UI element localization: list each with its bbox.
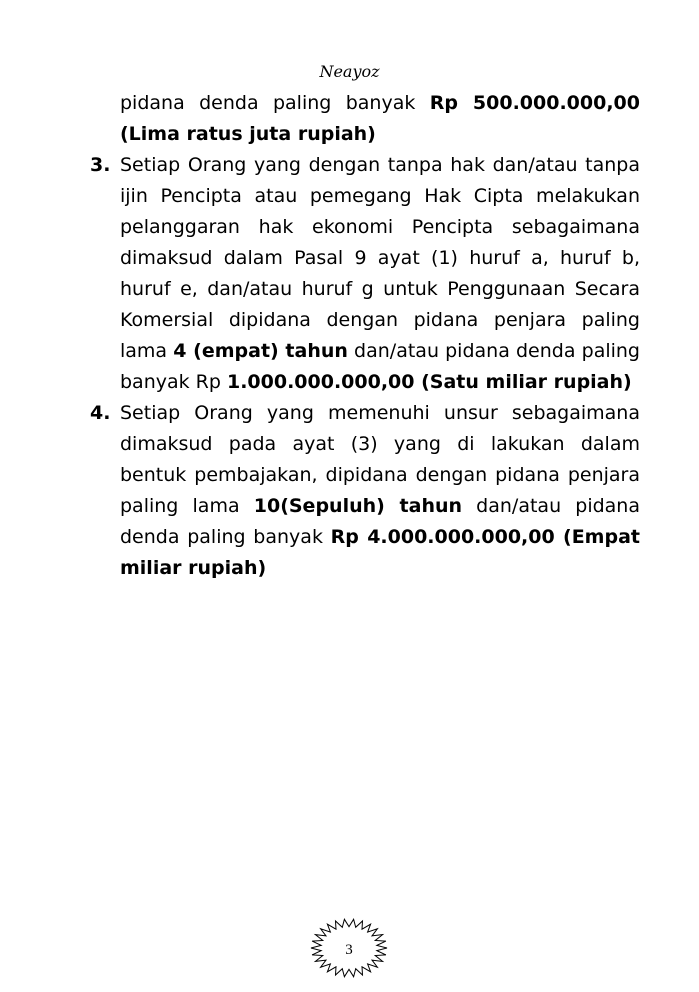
prison-term: 4 (empat) tahun: [173, 340, 348, 362]
page-number-starburst: [308, 917, 390, 979]
text-segment: Setiap Orang yang memenuhi unsur sebagaimana dimaksud pada ayat (3) yang di lakukan dalam bentuk pembajakan, dipidana dengan pidana penjara paling lama: [120, 402, 640, 517]
text-segment: dan/atau pidana denda paling banyak Rp: [120, 340, 640, 393]
item-text: [120, 150, 640, 398]
list-item-3: [90, 150, 640, 398]
text-segment: Setiap Orang yang dengan tanpa hak dan/atau tanpa ijin Pencipta atau pemegang Hak Cipta melakukan pelanggaran hak ekonomi Pencipta sebagaimana dimaksud dalam Pasal 9 ayat (1) huruf a, huruf b, huruf e, dan/atau huruf g untuk Penggunaan Secara Komersial dipidana dengan pidana penjara paling lama: [120, 154, 640, 362]
text-segment: dan/atau pidana denda paling banyak: [120, 495, 640, 548]
running-header: Neayoz: [319, 62, 380, 81]
item-number: 3.: [90, 154, 111, 176]
list-item-4: [90, 398, 640, 584]
penalty-amount: 1.000.000.000,00 (Satu miliar rupiah): [226, 371, 632, 393]
prison-term: 10(Sepuluh) tahun: [253, 495, 463, 517]
item-number: 4.: [90, 402, 111, 424]
item-text: [120, 398, 640, 584]
page-body: [90, 88, 640, 584]
penalty-amount: Rp 4.000.000.000,00 (Empat miliar rupiah): [120, 526, 640, 579]
penalty-amount: Rp 500.000.000,00 (Lima ratus juta rupiah): [120, 92, 640, 145]
continued-paragraph: [120, 88, 640, 150]
paragraph-text: pidana denda paling banyak: [120, 92, 430, 114]
page-number: 3: [345, 942, 353, 958]
